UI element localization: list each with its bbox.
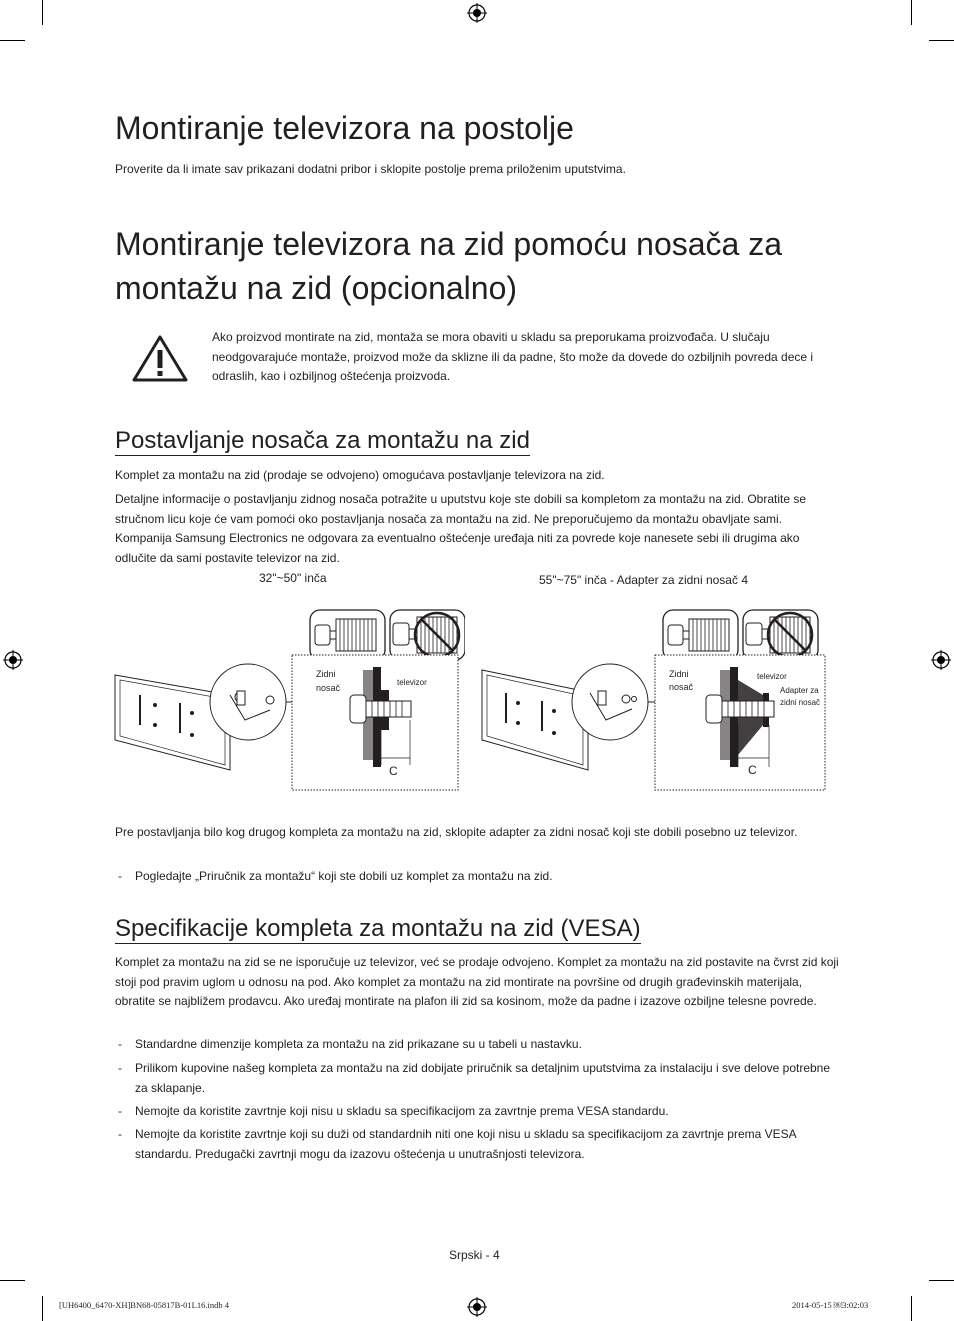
list-item (115, 1035, 840, 1055)
wall-mount-title-line2: montažu na zid (opcionalno) (115, 270, 518, 306)
crop-mark (42, 0, 43, 25)
bullet-text: Pogledajte „Priručnik za montažu“ koji ste dobili uz komplet za montažu na zid. (135, 869, 553, 883)
list-item (115, 1125, 840, 1164)
right-dim-label: C (748, 763, 757, 777)
crop-mark (0, 1280, 25, 1281)
crop-mark (911, 1296, 912, 1321)
footer-file-info: [UH6400_6470-XH]BN68-05817B-01L16.indb 4 (59, 1300, 229, 1310)
crop-mark (0, 40, 25, 41)
list-item (115, 1059, 840, 1098)
screw-prohibited-icon (743, 610, 818, 660)
screw-correct-icon (310, 610, 385, 660)
left-wall-label-2: nosač (316, 683, 341, 693)
section-heading-bracket: Postavljanje nosača za montažu na zid (115, 427, 530, 454)
screw-correct-icon (663, 610, 738, 660)
list-item (115, 1102, 840, 1122)
screw-prohibited-icon (390, 610, 465, 660)
crop-mark (911, 0, 912, 25)
right-wall-label-1: Zidni (669, 669, 689, 679)
bracket-para-2: Detaljne informacije o postavljanju zidnog nosača potražite u uputstvu koje ste dobili sa kompletom za montažu na zid. Obratite se stručnom licu koje će vam pomoći oko postavljanja nosača za montažu na zid. Ne preporučujemo da montažu obavljate sami. Kompanija Samsung Electronics ne odgovara za eventualno oštećenje uređaja niti za povrede koje nanesete sebi ili drugima ako odlučite da sami postavite televizor na zid. (115, 492, 807, 565)
registration-mark-icon (3, 650, 23, 670)
bullet-dash: - (118, 1127, 122, 1141)
wall-mount-diagram-right (478, 595, 830, 795)
page-title: Montiranje televizora na postolje (115, 110, 574, 146)
registration-mark-icon (931, 650, 951, 670)
figure-right-label: 55"~75" inča - Adapter za zidni nosač 4 (539, 573, 748, 587)
page-number: Srpski - 4 (449, 1248, 500, 1262)
bullet-dash: - (118, 1104, 122, 1118)
bullet-dash: - (118, 1037, 122, 1051)
install-adapter-text: Pre postavljanja bilo kog drugog kompleta za montažu na zid, sklopite adapter za zidni nosač koji ste dobili posebno uz televizor. (115, 825, 798, 839)
right-adapter-label-1: Adapter za (780, 686, 819, 695)
vesa-para: Komplet za montažu na zid se ne isporučuje uz televizor, već se prodaje odvojeno. Komplet za montažu na zid postavite na čvrst zid koji stoji pod pravim uglom u odnosu na pod. Ako komplet za montažu na zid montirate na površine od drugih građevinskih materijala, obratite se najbližem prodavcu. Ako uređaj montirate na plafon ili zid sa kosinom, može da padne i izazove ozbiljne telesne povrede. (115, 955, 839, 1008)
bullet-text: Nemojte da koristite zavrtnje koji su duži od standardnih niti one koji nisu u skladu sa specifikacijom za zavrtnje prema VESA standardu. Predugački zavrtnji mogu da izazovu oštećenja u unutrašnjosti televizora. (135, 1127, 796, 1161)
right-wall-label-2: nosač (669, 682, 694, 692)
left-wall-label-1: Zidni (316, 669, 336, 679)
warning-text: Ako proizvod montirate na zid, montaža se mora obaviti u skladu sa preporukama proizvođača. U slučaju neodgovarajuće montaže, proizvod može da sklizne ili da padne, što može da dovede do ozbiljnih povreda dece i odraslih, kao i ozbiljnog oštećenja proizvoda. (212, 330, 814, 383)
left-dim-label: C (389, 764, 398, 778)
bracket-para-1: Komplet za montažu na zid (prodaje se odvojeno) omogućava postavljanje televizora na zid. (115, 468, 605, 482)
list-item (115, 867, 840, 887)
crop-mark (929, 1280, 954, 1281)
bullet-dash: - (118, 1061, 122, 1075)
warning-icon (131, 334, 189, 384)
tv-back-illustration (482, 664, 655, 770)
registration-mark-icon (467, 3, 487, 23)
crop-mark (42, 1296, 43, 1321)
footer-timestamp: 2014-05-15 ￼3:02:03 (792, 1300, 869, 1310)
tv-back-illustration (115, 664, 292, 770)
wall-mount-title-line1: Montiranje televizora na zid pomoću nosača za (115, 226, 783, 262)
bullet-dash: - (118, 869, 122, 883)
figure-left-label: 32"~50" inča (259, 571, 327, 585)
left-tv-label: televizor (397, 678, 427, 687)
intro-text: Proverite da li imate sav prikazani dodatni pribor i sklopite postolje prema priloženim uputstvima. (115, 162, 626, 176)
registration-mark-icon (467, 1297, 487, 1317)
bullet-text: Nemojte da koristite zavrtnje koji nisu u skladu sa specifikacijom za zavrtnje prema VESA standardu. (135, 1104, 669, 1118)
section-heading-vesa: Specifikacije kompleta za montažu na zid (VESA) (115, 915, 641, 942)
wall-mount-diagram-left (110, 595, 465, 795)
bullet-text: Prilikom kupovine našeg kompleta za montažu na zid dobijate priručnik sa detaljnim uputstvima za instalaciju i sve delove potrebne za sklapanje. (135, 1061, 831, 1095)
right-adapter-label-2: zidni nosač (780, 698, 821, 707)
crop-mark (929, 40, 954, 41)
right-tv-label: televizor (757, 672, 787, 681)
bullet-text: Standardne dimenzije kompleta za montažu na zid prikazane su u tabeli u nastavku. (135, 1037, 582, 1051)
